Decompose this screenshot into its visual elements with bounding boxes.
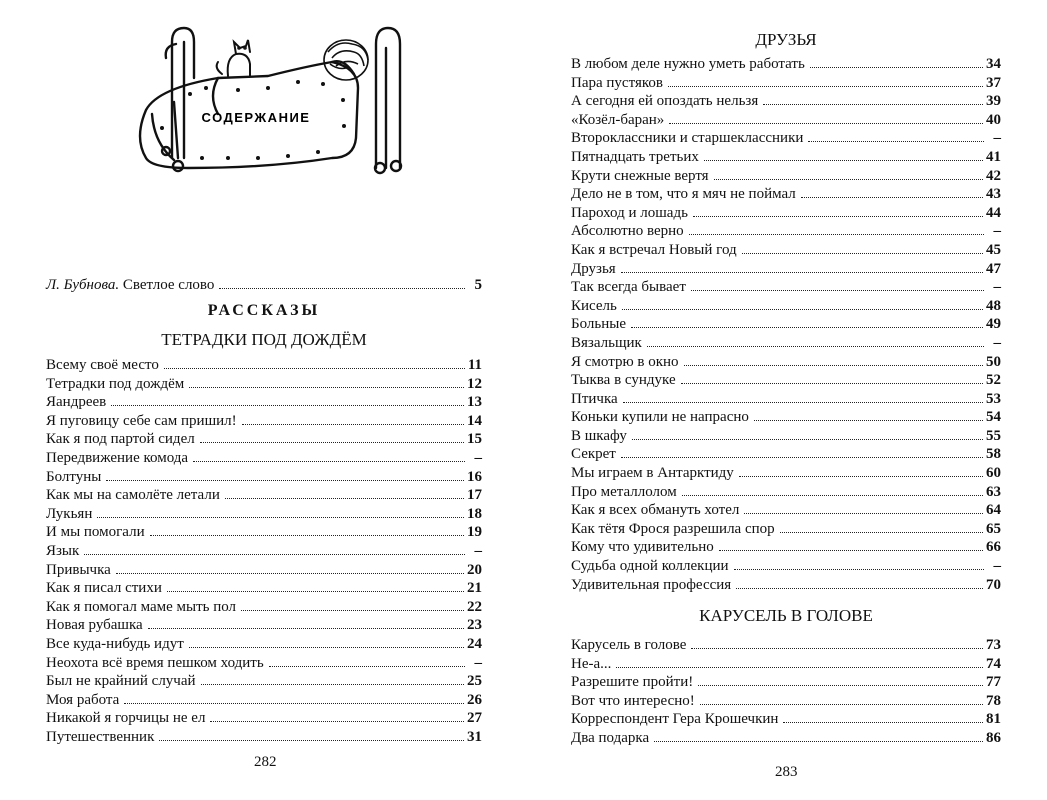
toc-entry-page: 63 — [986, 483, 1001, 500]
dot-leader — [700, 704, 983, 705]
toc-entry-title: Все куда-нибудь идут — [46, 635, 184, 652]
toc-entry-page: 42 — [986, 167, 1001, 184]
right-page — [523, 0, 1047, 800]
toc-entry-title: Тетрадки под дождём — [46, 375, 185, 392]
intro-title: Светлое слово — [122, 277, 215, 293]
group-title-tetradki: ТЕТРАДКИ ПОД ДОЖДЁМ — [161, 330, 367, 349]
toc-entry-title: Абсолютно верно — [571, 223, 684, 240]
toc-entry-page: 22 — [467, 598, 482, 615]
toc-entry-page: 45 — [986, 241, 1001, 258]
dot-leader — [669, 123, 983, 124]
dot-leader — [736, 588, 983, 589]
dot-leader — [734, 569, 984, 570]
toc-entry-page: – — [474, 449, 482, 466]
dot-leader — [693, 216, 983, 217]
toc-entry-title: Кому что удивительно — [571, 539, 714, 556]
toc-entry-title: Как я всех обмануть хотел — [571, 502, 740, 519]
dot-leader — [682, 495, 983, 496]
toc-entry — [46, 430, 482, 449]
dot-leader — [159, 740, 464, 741]
toc-entry-page: 65 — [986, 520, 1001, 537]
toc-entry — [46, 449, 482, 468]
group-title-karusel: КАРУСЕЛЬ В ГОЛОВЕ — [699, 606, 873, 625]
toc-entry — [571, 260, 1001, 279]
toc-entry-title: Птичка — [571, 390, 618, 407]
toc-entry — [571, 111, 1001, 130]
toc-entry-title: Привычка — [46, 561, 111, 578]
toc-entry-title: А сегодня ей опоздать нельзя — [571, 93, 759, 110]
toc-entry-page: 54 — [986, 409, 1001, 426]
dot-leader — [622, 309, 983, 310]
dot-leader — [684, 365, 983, 366]
toc-entry-title: Дело не в том, что я мяч не поймал — [571, 186, 796, 203]
toc-list-right-1 — [571, 55, 1001, 594]
toc-entry-page: – — [474, 542, 482, 559]
toc-entry-page: 37 — [986, 74, 1001, 91]
toc-entry — [46, 635, 482, 654]
toc-entry-page: 70 — [986, 576, 1001, 593]
toc-entry-page: 21 — [467, 580, 482, 597]
toc-entry-title: И мы помогали — [46, 524, 145, 541]
toc-entry-title: Моя работа — [46, 691, 120, 708]
toc-entry — [571, 692, 1001, 711]
toc-entry-title: Я смотрю в окно — [571, 353, 679, 370]
toc-entry-title: Кисель — [571, 297, 617, 314]
toc-entry — [46, 505, 482, 524]
toc-entry — [46, 561, 482, 580]
toc-entry — [571, 636, 1001, 655]
toc-entry — [571, 241, 1001, 260]
toc-entry-title: Лукьян — [46, 505, 93, 522]
toc-entry-title: В шкафу — [571, 427, 627, 444]
dot-leader — [810, 67, 983, 68]
toc-entry — [571, 673, 1001, 692]
toc-entry — [46, 598, 482, 617]
toc-entry-page: 74 — [986, 655, 1001, 672]
toc-entry-page: 19 — [467, 524, 482, 541]
toc-entry-title: Никакой я горчицы не ел — [46, 710, 206, 727]
toc-entry-title: Так всегда бывает — [571, 279, 686, 296]
toc-entry — [571, 655, 1001, 674]
toc-entry-title: Всему своё место — [46, 357, 159, 373]
dot-leader — [616, 667, 983, 668]
toc-entry — [46, 709, 482, 728]
toc-entry-title: Больные — [571, 316, 627, 333]
toc-entry — [46, 468, 482, 487]
toc-entry — [571, 427, 1001, 446]
dot-leader — [691, 648, 983, 649]
dot-leader — [225, 498, 464, 499]
toc-entry-page: 73 — [986, 637, 1001, 653]
dot-leader — [689, 234, 984, 235]
toc-entry-page: 43 — [986, 186, 1001, 203]
toc-entry-title: Друзья — [571, 260, 616, 277]
toc-entry-title: Коньки купили не напрасно — [571, 409, 749, 426]
toc-entry — [571, 483, 1001, 502]
toc-entry-page: 53 — [986, 390, 1001, 407]
toc-entry-page: 27 — [467, 710, 482, 727]
toc-entry-title: Удивительная профессия — [571, 576, 732, 593]
dot-leader — [84, 554, 465, 555]
toc-entry — [571, 222, 1001, 241]
toc-entry — [571, 204, 1001, 223]
toc-list-left — [46, 356, 482, 746]
dot-leader — [189, 387, 464, 388]
dot-leader — [164, 368, 465, 369]
toc-entry-page: 12 — [467, 375, 482, 392]
toc-entry-page: 66 — [986, 539, 1001, 556]
dot-leader — [116, 573, 464, 574]
intro-page: 5 — [474, 277, 482, 293]
toc-entry-title: Был не крайний случай — [46, 673, 196, 690]
toc-entry-page: 86 — [986, 729, 1001, 746]
toc-entry-page: 81 — [986, 711, 1001, 728]
dot-leader — [189, 647, 464, 648]
toc-entry — [571, 390, 1001, 409]
toc-entry — [571, 334, 1001, 353]
dot-leader — [111, 405, 464, 406]
toc-entry-page: 23 — [467, 617, 482, 634]
toc-entry-page: 58 — [986, 446, 1001, 463]
dot-leader — [241, 610, 464, 611]
toc-entry-title: Новая рубашка — [46, 617, 143, 634]
toc-entry-page: – — [993, 558, 1001, 575]
toc-entry-title: Два подарка — [571, 729, 650, 746]
dot-leader — [654, 741, 983, 742]
intro-entry — [46, 276, 482, 295]
toc-entry-title: Разрешите пройти! — [571, 674, 694, 691]
toc-entry — [571, 167, 1001, 186]
toc-entry-page: 55 — [986, 427, 1001, 444]
toc-entry — [571, 538, 1001, 557]
dot-leader — [668, 86, 983, 87]
toc-entry-title: Передвижение комода — [46, 449, 189, 466]
dot-leader — [632, 439, 983, 440]
toc-entry — [46, 393, 482, 412]
toc-entry-page: 48 — [986, 297, 1001, 314]
toc-entry-title: Тыква в сундуке — [571, 372, 676, 389]
dot-leader — [150, 535, 464, 536]
dot-leader — [763, 104, 983, 105]
dot-leader — [124, 703, 464, 704]
toc-entry-title: Про металлолом — [571, 483, 677, 500]
intro-author: Л. Бубнова. — [46, 277, 120, 293]
toc-entry-title: Неохота всё время пешком ходить — [46, 654, 264, 671]
toc-entry-title: «Козёл-баран» — [571, 111, 665, 128]
toc-entry-page: – — [993, 223, 1001, 240]
toc-entry — [571, 729, 1001, 748]
dot-leader — [744, 513, 983, 514]
toc-entry-page: 47 — [986, 260, 1001, 277]
dot-leader — [621, 272, 983, 273]
toc-entry-title: Пара пустяков — [571, 74, 663, 91]
toc-entry-page: 20 — [467, 561, 482, 578]
dot-leader — [704, 160, 983, 161]
toc-entry-title: Вязальщик — [571, 334, 642, 351]
toc-entry — [571, 74, 1001, 93]
toc-entry — [571, 315, 1001, 334]
dot-leader — [269, 666, 465, 667]
toc-entry-page: 13 — [467, 394, 482, 411]
toc-entry-title: Пароход и лошадь — [571, 204, 688, 221]
dot-leader — [780, 532, 983, 533]
toc-entry-page: – — [993, 279, 1001, 296]
toc-entry-title: Не-а... — [571, 655, 612, 672]
dot-leader — [808, 141, 984, 142]
dot-leader — [691, 290, 984, 291]
toc-list-right-2 — [571, 636, 1001, 748]
toc-entry-page: 52 — [986, 372, 1001, 389]
toc-entry — [571, 464, 1001, 483]
toc-entry-title: Как я под партой сидел — [46, 431, 195, 448]
toc-entry — [571, 557, 1001, 576]
toc-entry — [571, 353, 1001, 372]
toc-entry-title: Вот что интересно! — [571, 692, 695, 709]
toc-entry-page: 77 — [986, 674, 1001, 691]
toc-entry-page: 34 — [986, 56, 1001, 72]
toc-entry-page: 60 — [986, 465, 1001, 482]
toc-entry — [571, 445, 1001, 464]
toc-entry-title: Корреспондент Гера Крошечкин — [571, 711, 779, 728]
toc-entry-title: Второклассники и старшеклассники — [571, 130, 804, 147]
dot-leader — [210, 721, 464, 722]
toc-entry — [571, 408, 1001, 427]
toc-entry — [571, 278, 1001, 297]
toc-entry-title: Я пуговицу себе сам пришил! — [46, 412, 237, 429]
dot-leader — [193, 461, 465, 462]
dot-leader — [698, 685, 983, 686]
toc-entry-title: Язык — [46, 542, 80, 559]
toc-entry-page: – — [474, 654, 482, 671]
left-page — [0, 0, 523, 800]
dot-leader — [681, 383, 983, 384]
toc-entry-title: Крути снежные вертя — [571, 167, 709, 184]
toc-entry-page: 40 — [986, 111, 1001, 128]
toc-entry-title: Пятнадцать третьих — [571, 148, 699, 165]
dot-leader — [106, 480, 464, 481]
page-number-right: 283 — [775, 764, 798, 780]
toc-entry-page: 41 — [986, 148, 1001, 165]
illustration-label: СОДЕРЖАНИЕ — [201, 110, 311, 125]
dot-leader — [201, 684, 464, 685]
toc-entry-page: 17 — [467, 487, 482, 504]
toc-entry — [571, 297, 1001, 316]
toc-entry-page: 16 — [467, 468, 482, 485]
toc-entry-page: 39 — [986, 93, 1001, 110]
toc-entry — [46, 672, 482, 691]
toc-entry — [46, 375, 482, 394]
toc-entry — [571, 148, 1001, 167]
toc-entry-title: Как мы на самолёте летали — [46, 487, 220, 504]
toc-entry — [571, 576, 1001, 595]
toc-entry-title: Судьба одной коллекции — [571, 558, 729, 575]
toc-entry — [46, 654, 482, 673]
toc-entry-page: 31 — [467, 728, 482, 745]
toc-entry-title: Секрет — [571, 446, 616, 463]
toc-entry-page: 44 — [986, 204, 1001, 221]
toc-entry-title: Болтуны — [46, 468, 102, 485]
dot-leader — [647, 346, 984, 347]
toc-entry-title: Путешественник — [46, 728, 155, 745]
toc-entry — [46, 356, 482, 375]
toc-entry — [571, 501, 1001, 520]
dot-leader — [801, 197, 983, 198]
dot-leader — [167, 591, 464, 592]
dot-leader — [148, 628, 464, 629]
toc-entry-page: 24 — [467, 635, 482, 652]
toc-entry — [46, 523, 482, 542]
toc-entry — [46, 579, 482, 598]
toc-entry-page: 50 — [986, 353, 1001, 370]
toc-entry — [46, 728, 482, 747]
toc-entry-page: 64 — [986, 502, 1001, 519]
toc-entry-page: – — [993, 334, 1001, 351]
toc-entry — [571, 710, 1001, 729]
toc-entry — [571, 520, 1001, 539]
toc-entry — [571, 371, 1001, 390]
toc-entry — [46, 691, 482, 710]
toc-entry-page: 14 — [467, 412, 482, 429]
toc-entry-page: 15 — [467, 431, 482, 448]
dot-leader — [242, 424, 464, 425]
toc-entry — [571, 92, 1001, 111]
toc-entry-title: Яандреев — [46, 394, 107, 411]
page-number-left: 282 — [254, 754, 277, 770]
dot-leader — [739, 476, 983, 477]
section-title: РАССКАЗЫ — [207, 302, 321, 319]
toc-entry-title: Мы играем в Антарктиду — [571, 465, 734, 482]
toc-entry-title: Как я помогал маме мыть пол — [46, 598, 237, 615]
toc-entry — [46, 412, 482, 431]
dot-leader — [97, 517, 464, 518]
toc-entry-page: 49 — [986, 316, 1001, 333]
dot-leader — [714, 179, 983, 180]
toc-entry-title: В любом деле нужно уметь работать — [571, 56, 805, 72]
toc-entry-title: Как я встречал Новый год — [571, 241, 737, 258]
dot-leader — [754, 420, 983, 421]
dot-leader — [783, 722, 983, 723]
toc-entry-page: – — [993, 130, 1001, 147]
dot-leader — [623, 402, 983, 403]
toc-entry-page: 78 — [986, 692, 1001, 709]
dot-leader — [742, 253, 983, 254]
toc-entry-page: 25 — [467, 673, 482, 690]
toc-entry — [46, 542, 482, 561]
toc-entry-page: 26 — [467, 691, 482, 708]
dot-leader — [621, 457, 983, 458]
toc-entry-page: 11 — [467, 357, 482, 373]
toc-entry — [46, 616, 482, 635]
toc-entry — [46, 486, 482, 505]
toc-entry-page: 18 — [467, 505, 482, 522]
toc-entry — [571, 185, 1001, 204]
toc-entry-title: Как я писал стихи — [46, 580, 162, 597]
dot-leader — [631, 327, 983, 328]
toc-entry-title: Как тётя Фрося разрешила спор — [571, 520, 775, 537]
toc-entry — [571, 55, 1001, 74]
dot-leader — [719, 550, 983, 551]
toc-entry — [571, 129, 1001, 148]
bed-cat-illustration — [118, 18, 418, 183]
toc-entry-title: Карусель в голове — [571, 637, 687, 653]
dot-leader — [200, 442, 464, 443]
group-title-druzya: ДРУЗЬЯ — [755, 30, 817, 49]
